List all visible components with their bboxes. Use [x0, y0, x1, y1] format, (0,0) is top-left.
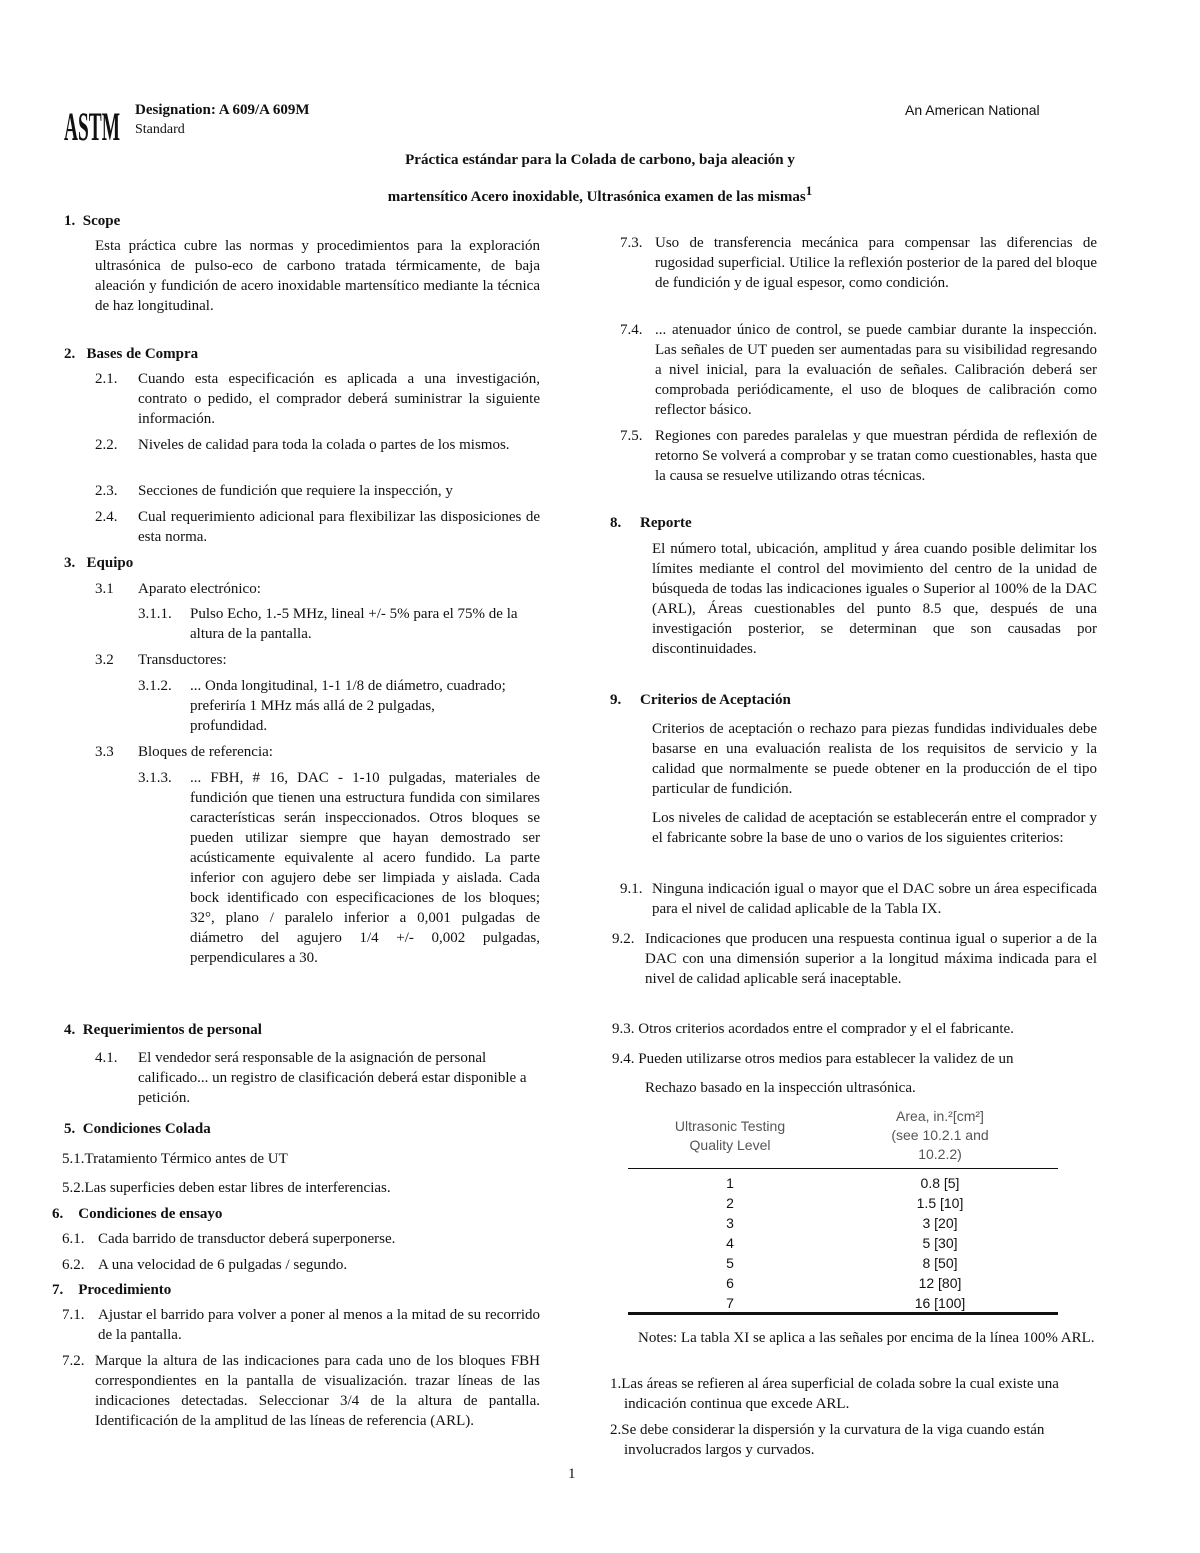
section-8-heading: 8. Reporte: [610, 515, 692, 531]
table-cell-area: 0.8 [5]: [920, 1175, 960, 1191]
table-cell-level: 4: [726, 1235, 734, 1251]
table-row: [630, 1233, 1060, 1253]
table-cell-level: 2: [726, 1195, 734, 1211]
table-row: [630, 1273, 1060, 1293]
item-3-1-text: Aparato electrónico:: [138, 581, 261, 597]
item-9-3: 9.3. Otros criterios acordados entre el comprador y el el fabricante.: [612, 1021, 1014, 1037]
designation: Designation: A 609/A 609M: [135, 102, 310, 118]
notes-intro: Notes: La tabla XI se aplica a las señales por encima de la línea 100% ARL.: [638, 1330, 1095, 1346]
item-3-3-num: 3.3: [95, 744, 114, 760]
title-footnote: 1: [805, 183, 813, 198]
item-6-2-num: 6.2.: [62, 1257, 85, 1273]
item-2-3-text: Secciones de fundición que requiere la inspección, y: [138, 483, 453, 499]
standard-label: Standard: [135, 122, 185, 137]
table-header-quality-line-1: Ultrasonic Testing: [674, 1118, 786, 1134]
table-row: [630, 1293, 1060, 1313]
table-body: [630, 1173, 1060, 1313]
item-9-1-text: Ninguna indicación igual o mayor que el DAC sobre un área especificada para el nivel de calidad aplicable de la Tabla IX.: [652, 881, 1097, 917]
item-2-2-num: 2.2.: [95, 437, 118, 453]
item-3-1-2-text: ... Onda longitudinal, 1-1 1/8 de diámetro, cuadrado; preferiría 1 MHz más allá de 2 pulgadas, profundidad.: [190, 678, 506, 734]
item-7-4-text: ... atenuador único de control, se puede cambiar durante la inspección. Las señales de UT pueden ser aumentadas para su visibilidad regresando a nivel inicial, para la evaluación de señales. Calibración deberá ser comprobada periódicamente, el uso de bloques de calibración como reflector básico.: [655, 322, 1097, 418]
page-number: 1: [568, 1466, 576, 1482]
section-9-heading: 9. Criterios de Aceptación: [610, 692, 791, 708]
section-3-heading: 3. Equipo: [64, 555, 134, 571]
section-2-heading: 2. Bases de Compra: [64, 346, 199, 362]
item-3-1-3-num: 3.1.3.: [138, 770, 172, 786]
item-3-2-text: Transductores:: [138, 652, 227, 668]
table-header-area: [845, 1107, 1035, 1164]
table-cell-level: 6: [726, 1275, 734, 1291]
table-cell-area: 3 [20]: [922, 1215, 958, 1231]
item-7-2-text: Marque la altura de las indicaciones para cada uno de los bloques FBH correspondientes en la pantalla de visualización. trazar líneas de las indicaciones detectadas. Seleccionar 3/4 de la altura de pantalla. Identificación de la amplitud de las líneas de referencia (ARL).: [95, 1353, 540, 1429]
table-cell-level: 1: [726, 1175, 734, 1191]
item-6-2-text: A una velocidad de 6 pulgadas / segundo.: [98, 1257, 348, 1273]
item-5-2: 5.2.Las superficies deben estar libres de interferencias.: [62, 1180, 391, 1196]
item-4-1-text: El vendedor será responsable de la asignación de personal calificado... un registro de clasificación deberá estar disponible a petición.: [138, 1050, 527, 1106]
section-9-para-1: Criterios de aceptación o rechazo para piezas fundidas individuales debe basarse en una evaluación realista de los requisitos de servicio y la calidad que normalmente se puede obtener en la producción de el tipo particular de fundición.: [652, 721, 1097, 797]
item-7-3-num: 7.3.: [620, 235, 643, 251]
table-row: [630, 1253, 1060, 1273]
table-bottom-rule: [628, 1312, 1058, 1315]
item-5-1: 5.1.Tratamiento Térmico antes de UT: [62, 1151, 288, 1167]
item-2-1-num: 2.1.: [95, 371, 118, 387]
section-9-para-2: Los niveles de calidad de aceptación se establecerán entre el comprador y el fabricante sobre la base de uno o varios de los siguientes criterios:: [652, 810, 1097, 846]
table-cell-level: 3: [726, 1215, 734, 1231]
item-2-4-num: 2.4.: [95, 509, 118, 525]
item-7-5-text: Regiones con paredes paralelas y que muestran pérdida de reflexión de retorno Se volverá a comprobar y se tratan como cuestionables, hasta que la causa se resuelve utilizando otras técnicas.: [655, 428, 1097, 484]
table-cell-area: 1.5 [10]: [916, 1195, 964, 1211]
table-top-rule: [628, 1168, 1058, 1169]
item-3-1-1-num: 3.1.1.: [138, 606, 172, 622]
table-cell-level: 7: [726, 1295, 734, 1311]
table-row: [630, 1193, 1060, 1213]
item-7-5-num: 7.5.: [620, 428, 643, 444]
item-6-1-text: Cada barrido de transductor deberá superponerse.: [98, 1231, 396, 1247]
item-7-2-num: 7.2.: [62, 1353, 85, 1369]
item-7-4-num: 7.4.: [620, 322, 643, 338]
table-cell-area: 5 [30]: [922, 1235, 958, 1251]
table-header-quality-level: [640, 1117, 820, 1155]
table-header-quality-line-2: Quality Level: [689, 1137, 771, 1153]
item-3-1-3-text: ... FBH, # 16, DAC - 1-10 pulgadas, materiales de fundición que tienen una estructura fundida con similares características serán inspeccionados. Otros bloques se pueden utilizar siempre que hayan demostrado ser acústicamente equivalente al acero fundido. La parte inferior con agujero debe ser limpiada y aislada. Cada bock identificado con especificaciones de los bloques; 32°, plano / paralelo inferior a 0,001 pulgadas de diámetro del agujero 1/4 +/- 0,002 pulgadas, perpendiculares a 30.: [190, 770, 540, 966]
section-7-heading: 7. Procedimiento: [52, 1282, 172, 1298]
item-3-1-1-text: Pulso Echo, 1.-5 MHz, lineal +/- 5% para el 75% de la altura de la pantalla.: [190, 606, 518, 642]
table-cell-area: 12 [80]: [918, 1275, 962, 1291]
item-7-3-text: Uso de transferencia mecánica para compensar las diferencias de rugosidad superficial. Utilice la reflexión posterior de la pared del bloque de fundición y de igual espesor, como condición.: [655, 235, 1097, 291]
table-cell-level: 5: [726, 1255, 734, 1271]
astm-logo: [62, 96, 122, 152]
section-1-text: Esta práctica cubre las normas y procedimientos para la exploración ultrasónica de pulso-eco de carbono tratada térmicamente, de baja aleación y fundición de acero inoxidable martensítico mediante la técnica de haz longitudinal.: [95, 238, 540, 314]
title-line-2: martensítico Acero inoxidable, Ultrasónica examen de las mismas$^1$: [387, 183, 813, 205]
table-row: [630, 1173, 1060, 1193]
section-8-text: El número total, ubicación, amplitud y área cuando posible delimitar los límites mediante el control del movimiento del centro de la unidad de búsqueda de todas las indicaciones iguales o Superior al 100% de la DAC (ARL), Áreas cuestionables del punto 8.5 que, después de una investigación posterior, se determinan que son causadas por discontinuidades.: [652, 541, 1097, 657]
item-3-1-2-num: 3.1.2.: [138, 678, 172, 694]
item-9-2-num: 9.2.: [612, 931, 635, 947]
section-6-heading: 6. Condiciones de ensayo: [52, 1206, 223, 1222]
item-9-4-cont: Rechazo basado en la inspección ultrasónica.: [645, 1080, 916, 1096]
section-1-heading: 1. Scope: [64, 213, 121, 229]
item-2-3-num: 2.3.: [95, 483, 118, 499]
table-header-area-line-2: (see 10.2.1 and: [891, 1127, 989, 1143]
item-2-4-text: Cual requerimiento adicional para flexibilizar las disposiciones de esta norma.: [138, 509, 540, 545]
item-7-1-text: Ajustar el barrido para volver a poner al menos a la mitad de su recorrido de la pantalla.: [98, 1307, 540, 1343]
table-header-area-line-3: 10.2.2): [918, 1146, 962, 1162]
section-5-heading: 5. Condiciones Colada: [64, 1121, 211, 1137]
astm-logo-text: ASTM: [64, 104, 120, 149]
item-4-1-num: 4.1.: [95, 1050, 118, 1066]
table-row: [630, 1213, 1060, 1233]
table-cell-area: 16 [100]: [914, 1295, 966, 1311]
section-4-heading: 4. Requerimientos de personal: [64, 1022, 262, 1038]
item-3-2-num: 3.2: [95, 652, 114, 668]
item-9-2-text: Indicaciones que producen una respuesta continua igual o superior a de la DAC con una dimensión superior a la longitud máxima indicada para el nivel de calidad aplicable será inaceptable.: [645, 931, 1097, 987]
note-1: 1.Las áreas se refieren al área superficial de colada sobre la cual existe una indicación continua que excede ARL.: [610, 1376, 1059, 1412]
item-2-1-text: Cuando esta especificación es aplicada a una investigación, contrato o pedido, el comprador deberá suministrar la siguiente información.: [138, 371, 540, 427]
item-6-1-num: 6.1.: [62, 1231, 85, 1247]
item-3-3-text: Bloques de referencia:: [138, 744, 273, 760]
item-3-1-num: 3.1: [95, 581, 114, 597]
table-header-area-line-1: Area, in.²[cm²]: [896, 1108, 984, 1124]
note-2: 2.Se debe considerar la dispersión y la curvatura de la viga cuando están involucrados largos y curvados.: [610, 1422, 1045, 1458]
item-9-1-num: 9.1.: [620, 881, 643, 897]
item-2-2-text: Niveles de calidad para toda la colada o partes de los mismos.: [138, 437, 510, 453]
american-national-label: An American National: [905, 102, 1040, 118]
table-cell-area: 8 [50]: [922, 1255, 958, 1271]
title-line-1: Práctica estándar para la Colada de carbono, baja aleación y: [405, 152, 795, 168]
item-9-4: 9.4. Pueden utilizarse otros medios para establecer la validez de un: [612, 1051, 1014, 1067]
item-7-1-num: 7.1.: [62, 1307, 85, 1323]
